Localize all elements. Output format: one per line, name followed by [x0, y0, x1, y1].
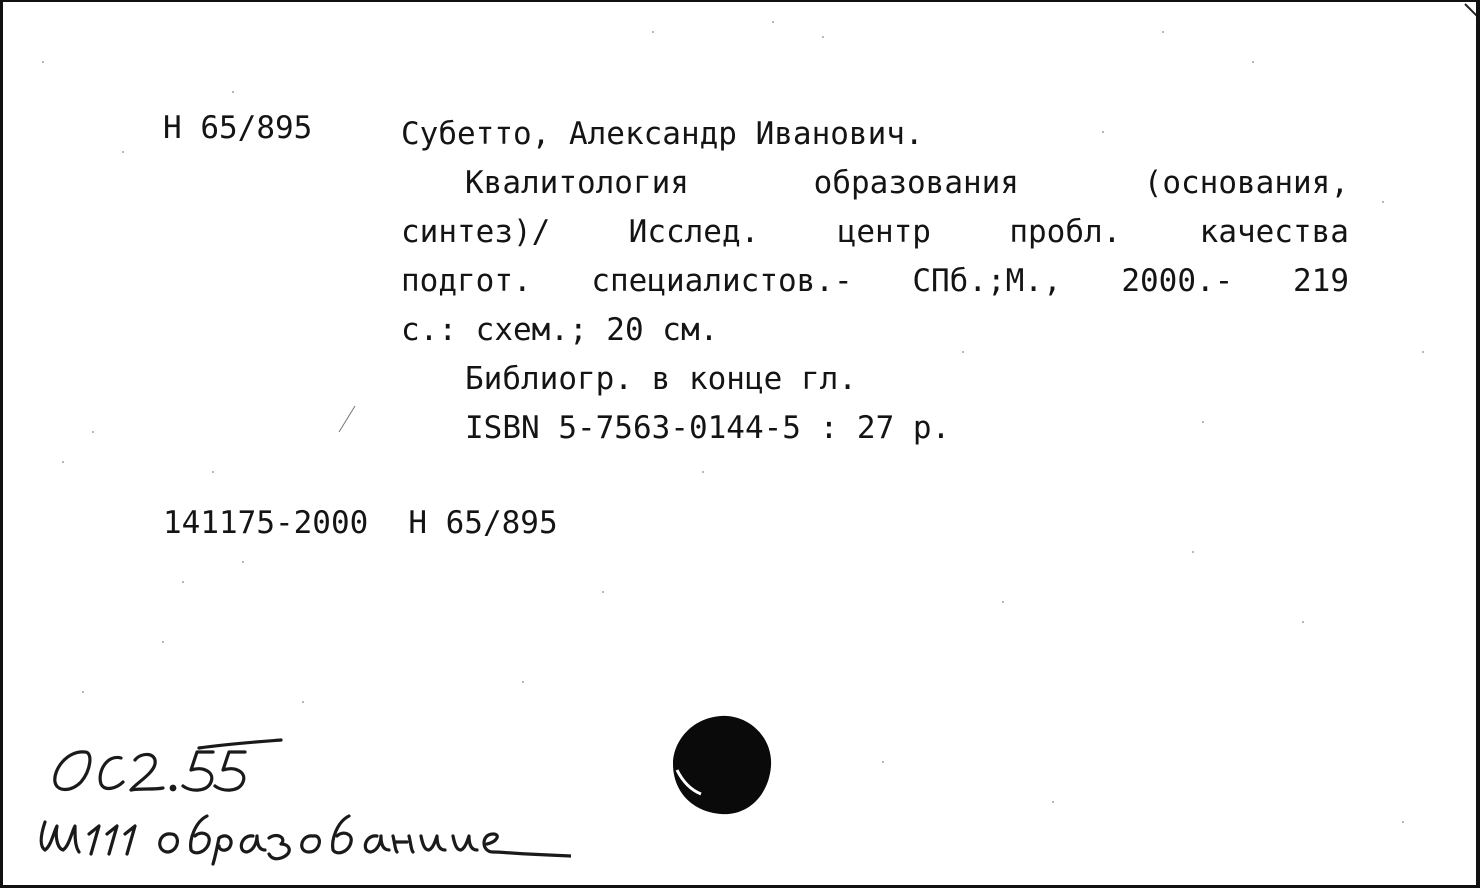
- title-word: синтез)/: [401, 214, 551, 250]
- imprint-word: СПб.;М.,: [912, 263, 1062, 299]
- imprint-word: 2000.-: [1121, 263, 1234, 299]
- handwritten-annotation: [31, 730, 571, 870]
- title-word: (основания,: [1143, 165, 1349, 201]
- bibliographic-record: [401, 110, 1349, 453]
- shelf-mark: Н 65/895: [163, 110, 313, 146]
- title-continuation: [401, 208, 1349, 257]
- inventory-line: [163, 499, 558, 548]
- inventory-shelf-mark: Н 65/895: [408, 505, 558, 541]
- inventory-number: 141175-2000: [163, 505, 369, 541]
- imprint-word: подгот.: [401, 263, 532, 299]
- title-word: Квалитология: [465, 165, 689, 201]
- imprint-line: [401, 257, 1349, 306]
- title-word: образования: [813, 165, 1019, 201]
- bibliography-note: Библиогр. в конце гл.: [465, 361, 857, 397]
- imprint-word: специалистов.-: [591, 263, 853, 299]
- title-word: пробл.: [1009, 214, 1122, 250]
- punch-hole: [669, 714, 779, 818]
- isbn-price: ISBN 5-7563-0144-5 : 27 р.: [465, 410, 951, 446]
- author-heading: Субетто, Александр Иванович.: [401, 116, 924, 152]
- imprint-word: 219: [1293, 263, 1349, 299]
- title-word: Исслед.: [628, 214, 760, 250]
- physical-description: с.: схем.; 20 см.: [401, 312, 719, 348]
- title-word: центр: [837, 214, 931, 250]
- title-word: качества: [1199, 214, 1349, 250]
- title-line: [401, 159, 1349, 208]
